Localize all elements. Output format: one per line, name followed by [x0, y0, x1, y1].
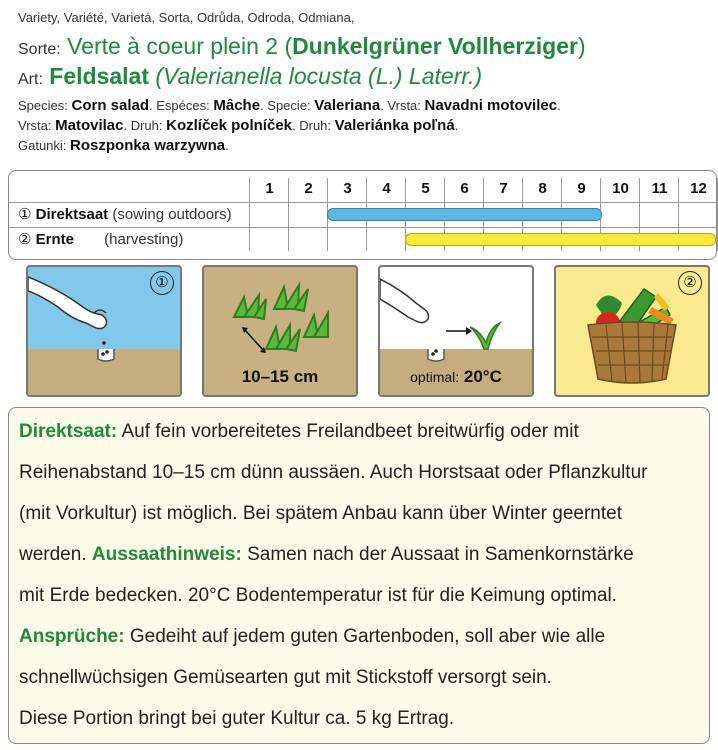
- sorte-value: Verte à coeur plein 2: [67, 33, 279, 59]
- month-8: 8: [522, 178, 562, 200]
- species-value: Matovilac: [55, 117, 124, 134]
- temp-value: 20°C: [463, 367, 502, 386]
- sorte-paren-close: ): [577, 33, 586, 59]
- species-value: Corn salad: [71, 97, 150, 114]
- species-value: Mâche: [213, 97, 261, 114]
- month-7: 7: [483, 178, 523, 200]
- spacing-label: 10–15 cm: [241, 367, 319, 386]
- species-label: Vrsta:: [18, 118, 52, 133]
- species-value: Valeriánka poľná: [334, 117, 455, 134]
- month-11: 11: [639, 178, 679, 200]
- row-label: [18, 203, 232, 227]
- keyword: Ansprüche:: [19, 626, 125, 647]
- month-6: 6: [444, 178, 484, 200]
- desc-line: schnellwüchsigen Gemüsearten gut mit Stickstoff versorgt sein.: [19, 667, 552, 688]
- temperature-label: [380, 367, 532, 387]
- desc-line: [19, 411, 699, 452]
- text: werden.: [19, 544, 92, 565]
- species-value: Navadni motovilec: [424, 97, 558, 114]
- temp-prefix: optimal:: [410, 369, 460, 385]
- sorte-label: Sorte:: [18, 41, 61, 58]
- row-title: Direktsaat: [35, 206, 109, 223]
- step-number: ②: [678, 271, 702, 295]
- species-value: Roszponka warzywna: [70, 137, 226, 154]
- row-number: ①: [18, 206, 32, 223]
- keyword: Aussaathinweis:: [91, 544, 242, 565]
- species-value: Valeriana: [314, 97, 381, 114]
- desc-line: Reihenabstand 10–15 cm dünn aussäen. Auch Horstsaat oder Pflanzkultur: [19, 462, 648, 483]
- species-value: Kozlíček polníček: [166, 117, 292, 134]
- row-number: ②: [18, 231, 32, 248]
- desc-line: (mit Vorkultur) ist möglich. Bei spätem Anbau kann über Winter geerntet: [19, 503, 622, 524]
- art-label: Art:: [18, 71, 43, 88]
- desc-line: [19, 534, 699, 575]
- month-12: 12: [678, 178, 718, 200]
- month-5: 5: [405, 178, 445, 200]
- row-label: [18, 228, 183, 252]
- sorte-paren-open: (: [278, 33, 293, 59]
- harvest-pictogram: [554, 265, 710, 397]
- month-4: 4: [366, 178, 406, 200]
- species-label: Espéces:: [156, 98, 210, 113]
- sorte-row: [18, 33, 586, 60]
- sorte-value-de: Dunkelgrüner Vollherziger: [292, 33, 578, 59]
- species-label: Gatunki:: [18, 138, 67, 153]
- season-bar-sowing: [327, 208, 602, 221]
- text: Gedeiht auf jedem guten Gartenboden, soll aber wie alle: [124, 626, 606, 647]
- month-1: 1: [249, 178, 289, 200]
- species-label: Vrsta:: [387, 98, 421, 113]
- species-label: Druh:: [299, 118, 332, 133]
- desc-line: Diese Portion bringt bei guter Kultur ca. 5 kg Ertrag.: [19, 708, 455, 729]
- month-2: 2: [288, 178, 328, 200]
- month-10: 10: [600, 178, 640, 200]
- text: Auf fein vorbereitetes Freilandbeet breitwürfig oder mit: [117, 421, 579, 442]
- row-english: (sowing outdoors): [112, 206, 232, 223]
- description-box: [8, 407, 710, 744]
- art-latin: (Valerianella locusta (L.) Laterr.): [149, 63, 483, 89]
- species-label: Species:: [18, 98, 68, 113]
- row-english: (harvesting): [104, 231, 184, 248]
- art-row: [18, 63, 482, 90]
- sowing-pictogram: [26, 265, 182, 397]
- desc-line: mit Erde bedecken. 20°C Bodentemperatur ist für die Keimung optimal.: [19, 585, 617, 606]
- species-list: Species: Corn salad. Espéces: Mâche. Specie: Valeriana. Vrsta: Navadni motovilec. Vrsta: Matovilac. Druh: Kozlíček polníček. Druh: Valeriánka poľná. Gatunki: Roszponka warzywna.: [18, 97, 561, 154]
- month-9: 9: [561, 178, 601, 200]
- row-title: Ernte: [35, 231, 74, 248]
- species-label: Specie:: [267, 98, 311, 113]
- variety-line: Variety, Variété, Varietá, Sorta, Odrůda, Odroda, Odmiana,: [18, 10, 355, 25]
- text: Samen nach der Aussaat in Samenkornstärke: [241, 544, 634, 565]
- month-3: 3: [327, 178, 367, 200]
- species-label: Druh:: [130, 118, 163, 133]
- temperature-pictogram: [378, 265, 534, 397]
- keyword: Direktsaat:: [19, 421, 118, 442]
- sowing-calendar: [8, 170, 717, 260]
- season-bar-harvest: [405, 233, 716, 246]
- art-value: Feldsalat: [49, 63, 149, 89]
- step-number: ①: [150, 271, 174, 295]
- spacing-pictogram: [202, 265, 358, 397]
- desc-line: [19, 616, 699, 657]
